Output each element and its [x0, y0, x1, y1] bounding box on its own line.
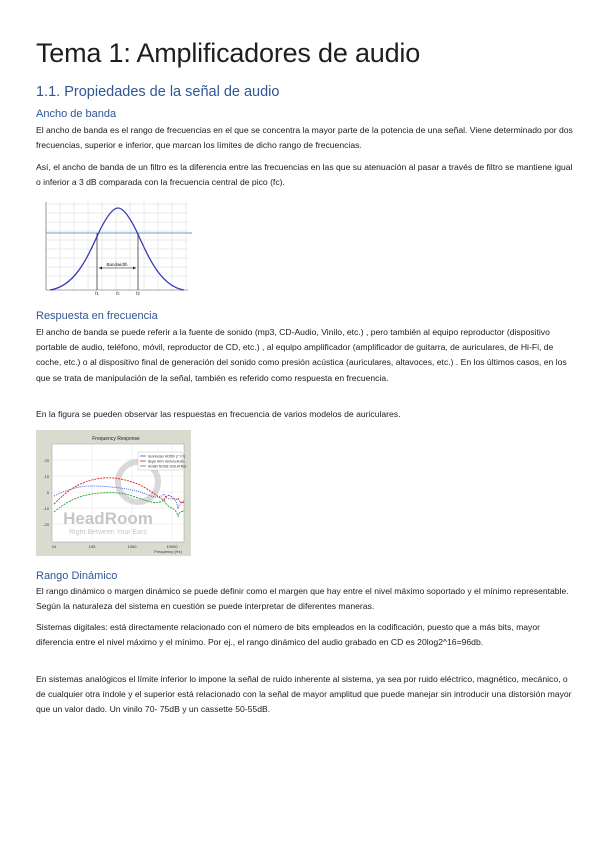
y-tick-label: -10	[43, 506, 49, 511]
f1-label: f1	[95, 291, 99, 296]
y-tick-label: 0	[46, 490, 49, 495]
bandwidth-figure	[36, 196, 192, 296]
bandwidth-heading: Ancho de banda	[36, 108, 117, 120]
dynamic-range-paragraph-3: En sistemas analógicos el límite inferior lo impone la señal de ruido inherente al sistema, ya sea por ruido eléctrico, magnético, mecánico, o de cualquier otra índole y el superior está relacionado con la señal de mayor amplitud que puede manejar sin introducir una distorsión mayor que un valor dado. Un vinilo 70- 75dB y un cassette 50-55dB.	[36, 674, 572, 715]
bandwidth-figure-background	[36, 196, 192, 296]
y-tick-label: -20	[43, 522, 49, 527]
frequency-response-heading: Respuesta en frecuencia	[36, 310, 158, 322]
headroom-tagline: Right Between Your Ears	[69, 529, 147, 536]
legend-entry: Sennheiser HD650 (7.7-7)	[148, 454, 186, 459]
x-tick-label: 10000	[166, 544, 178, 549]
section-heading: 1.1. Propiedades de la señal de audio	[36, 84, 280, 100]
dynamic-range-paragraph-2: Sistemas digitales: está directamente relacionado con el número de bits empleados en la codificación, puesto que a más bits, mayor diferencia entre el nivel máximo y el mínimo. Por ej., el rango dinámico del audio grabado en CD es 20log2^16=96db.	[36, 622, 540, 648]
headroom-watermark: HeadRoom	[63, 509, 153, 528]
y-tick-label: 20	[44, 458, 49, 463]
legend-entry: Beyer AKG Ventura Audio	[148, 459, 185, 464]
fc-label: fc	[116, 291, 120, 296]
x-tick-label: 100	[88, 544, 96, 549]
chart-title: Frequency Response	[92, 436, 140, 442]
legend-entry: HD280 NOISE ISOLATING	[148, 464, 187, 469]
dynamic-range-heading: Rango Dinámico	[36, 570, 118, 582]
frequency-response-paragraph-2: En la figura se pueden observar las respuestas en frecuencia de varios modelos de auriculares.	[36, 409, 401, 419]
x-axis-label: Frequency (Hz)	[154, 549, 182, 554]
bandwidth-label: Bandwidth	[106, 262, 128, 267]
frequency-response-paragraph-1: El ancho de banda se puede referir a la fuente de sonido (mp3, CD-Audio, Vinilo, etc.) , pero también al equipo reproductor (dispositivo portable de audio, teléfono, móvil, reproductor de CD, etc.) , al equipo amplificador (amplificador de guitarra, de auriculares, de Hi-Fi, de coche, etc.) o al dispositivo final de generación del sonido como presión acústica (auriculares, altavoces, etc.) . En los últimos casos, en los que se trata de manipulación de la señal, también es referido como respuesta en frecuencia.	[36, 327, 567, 383]
bandwidth-paragraph-2: Así, el ancho de banda de un filtro es la diferencia entre las frecuencias en las que su atenuación al pasar a través de filtro se mantiene igual o inferior a 3 dB comparada con la frecuencia central de pico (fc).	[36, 162, 573, 188]
y-tick-label: 10	[44, 474, 49, 479]
x-tick-label: 10	[51, 544, 57, 549]
dynamic-range-paragraph-1: El rango dinámico o margen dinámico se puede definir como el margen que hay entre el nivel máximo soportado y el mínimo representable. Según la naturaleza del sistema en cuestión se puede interpretar de diferentes maneras.	[36, 586, 569, 612]
headphone-response-figure	[36, 430, 191, 556]
x-tick-label: 1000	[127, 544, 137, 549]
page-title: Tema 1: Amplificadores de audio	[36, 38, 421, 68]
bandwidth-paragraph-1: El ancho de banda es el rango de frecuencias en el que se concentra la mayor parte de la potencia de una señal. Viene determinado por dos frecuencias, superior e inferior, que marcan los límites de dicho rango de frecuencias.	[36, 125, 573, 151]
f2-label: f2	[136, 291, 140, 296]
